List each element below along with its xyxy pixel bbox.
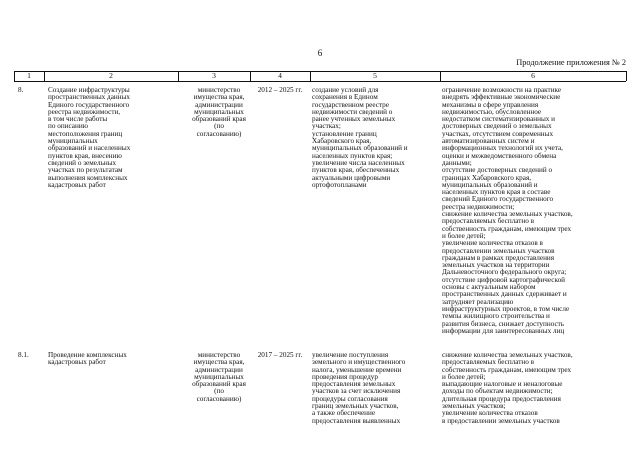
text-line: образований края: [192, 115, 246, 124]
page-number: 6: [317, 48, 323, 58]
consequences: [442, 87, 623, 335]
text-line: министерство: [197, 86, 241, 94]
text-line: участках по результатам: [48, 166, 123, 175]
text-line: ортофотопланами: [312, 180, 367, 189]
text-line: а также обеспечение: [312, 409, 376, 418]
text-line: реестра недвижимости;: [442, 202, 515, 211]
column-header-6: 6: [531, 71, 535, 80]
text-line: по описанию: [48, 122, 89, 131]
text-line: земельных участков на территории: [442, 261, 550, 270]
text-line: автоматизированных систем и: [442, 137, 535, 146]
text-line: развития бизнеса, снижает доступность: [442, 319, 565, 328]
text-line: пунктов края, внесению: [48, 151, 122, 160]
text-line: предоставления выявленных: [312, 416, 401, 425]
text-line: участков за счет исключения: [312, 387, 401, 396]
text-line: земельного и имущественного: [312, 358, 406, 367]
text-line: актуальными цифровыми: [312, 173, 391, 182]
text-line: сведений Единого государственного: [442, 195, 554, 204]
measure-name: [48, 87, 176, 189]
text-line: границ земельных участков,: [312, 402, 399, 411]
text-line: механизмы в сфере управления: [442, 100, 539, 109]
text-line: процедуры согласования: [312, 394, 388, 403]
text-line: увеличение количества отказов в: [442, 239, 543, 248]
expected-result: [312, 352, 439, 425]
text-line: темпы жилищного строительства и: [442, 312, 550, 321]
text-line: населенных пунктов края в составе: [442, 188, 551, 197]
text-line: выпадающие налоговые и неналоговые: [442, 380, 563, 389]
text-line: министерство: [197, 351, 241, 359]
text-line: собственность гражданам, имеющим трех: [442, 224, 572, 233]
executor: [180, 352, 258, 403]
text-line: государственном реестре: [312, 100, 389, 109]
text-line: налога, уменьшение времени: [312, 365, 402, 374]
text-line: муниципальных образований и: [312, 144, 408, 153]
text-line: выполнения комплексных: [48, 173, 128, 182]
row-number: 8.: [18, 86, 24, 94]
text-line: отсутствие цифровой картографической: [442, 275, 566, 284]
text-line: Дальневосточного федерального округа;: [442, 268, 567, 277]
text-line: проведения процедур: [312, 372, 378, 381]
text-line: местоположения границ: [48, 129, 123, 138]
text-line: снижение количества земельных участков,: [442, 210, 573, 219]
text-line: земельных участков;: [442, 402, 506, 411]
text-line: информации для заинтересованных лиц: [442, 326, 565, 335]
text-line: предоставляемых бесплатно в: [442, 217, 535, 226]
text-line: и более детей;: [442, 231, 486, 240]
text-line: Создание инфраструктуры: [48, 86, 130, 94]
column-header-4: 4: [278, 71, 282, 80]
text-line: пространственных данных сдерживает и: [442, 290, 567, 299]
col-divider: [626, 71, 627, 81]
text-line: ранее учтенных земельных: [312, 115, 396, 124]
text-line: предоставлении земельных участков: [442, 246, 555, 255]
text-line: отсутствие достоверных сведений о: [442, 166, 553, 175]
text-line: муниципальных: [194, 107, 244, 116]
text-line: увеличение числа населенных: [312, 158, 405, 167]
text-line: участках, отсутствием современных: [442, 129, 554, 138]
text-line: предоставляемых бесплатно в: [442, 358, 535, 367]
text-line: внедрять эффективные экономические: [442, 93, 561, 102]
text-line: Хабаровского края,: [312, 137, 372, 146]
text-line: оценки и межведомственного обмена: [442, 151, 557, 160]
text-line: муниципальных: [194, 372, 244, 381]
text-line: ограничение возможности на практике: [442, 86, 562, 94]
text-line: недостатком систематизированных и: [442, 115, 556, 124]
text-line: реестра недвижимости,: [48, 107, 121, 116]
text-line: увеличение поступления: [312, 351, 389, 359]
text-line: установление границ: [312, 129, 377, 138]
measure-name: [48, 352, 176, 367]
text-line: данными;: [442, 158, 472, 167]
text-line: недвижимости сведений о: [312, 107, 393, 116]
text-line: затрудняет реализацию: [442, 297, 514, 306]
text-line: увеличение количества отказов: [442, 409, 538, 418]
text-line: недвижимостью, обусловленное: [442, 107, 542, 116]
text-line: муниципальных образований и: [442, 180, 538, 189]
text-line: (по: [214, 387, 224, 396]
text-line: достоверных сведений о земельных: [442, 122, 552, 131]
text-line: основы с актуальным набором: [442, 283, 536, 292]
text-line: длительная процедура предоставления: [442, 394, 561, 403]
text-line: кадастровых работ: [48, 358, 106, 367]
text-line: Единого государственного: [48, 100, 130, 109]
text-line: администрации: [195, 365, 243, 374]
text-line: в предоставлении земельных участков: [442, 416, 560, 425]
text-line: собственность гражданам, имеющим трех: [442, 365, 572, 374]
text-line: согласованию): [196, 394, 242, 403]
text-line: сведений о земельных: [48, 158, 117, 167]
text-line: администрации: [195, 100, 243, 109]
text-line: создание условий для: [312, 86, 379, 94]
column-header-3: 3: [212, 71, 216, 80]
text-line: муниципальных: [48, 137, 98, 146]
column-header-1: 1: [27, 71, 31, 80]
text-line: Проведение комплексных: [48, 351, 127, 359]
text-line: участках;: [312, 122, 341, 131]
text-line: гражданам в рамках предоставления: [442, 253, 555, 262]
text-line: доходы по объектам недвижимости;: [442, 387, 553, 396]
text-line: границах Хабаровского края,: [442, 173, 532, 182]
text-line: имущества края,: [193, 358, 245, 367]
expected-result: [312, 87, 439, 189]
consequences: [442, 352, 623, 425]
column-header-2: 2: [109, 71, 113, 80]
text-line: населенных пунктов края;: [312, 151, 393, 160]
text-line: снижение количества земельных участков,: [442, 351, 573, 359]
text-line: инфраструктурных проектов, в том числе: [442, 304, 570, 313]
header-bottom-border: [14, 81, 626, 82]
row-number: 8.1.: [18, 351, 29, 359]
text-line: согласованию): [196, 129, 242, 138]
text-line: образований и населенных: [48, 144, 131, 153]
text-line: и более детей;: [442, 372, 486, 381]
executor: [180, 87, 258, 138]
text-line: в том числе работы: [48, 115, 108, 124]
text-line: имущества края,: [193, 93, 245, 102]
text-line: образований края: [192, 380, 246, 389]
text-line: пространственных данных: [48, 93, 131, 102]
text-line: информационных технологий их учета,: [442, 144, 563, 153]
text-line: сохранения в Едином: [312, 93, 378, 102]
text-line: (по: [214, 122, 224, 131]
period: 2017 – 2025 гг.: [257, 351, 303, 359]
text-line: кадастровых работ: [48, 180, 106, 189]
period: 2012 – 2025 гг.: [257, 86, 303, 94]
text-line: предоставления земельных: [312, 380, 396, 389]
text-line: пунктов края, обеспеченных: [312, 166, 400, 175]
column-header-5: 5: [373, 71, 377, 80]
continuation-label: Продолжение приложения № 2: [516, 58, 626, 67]
